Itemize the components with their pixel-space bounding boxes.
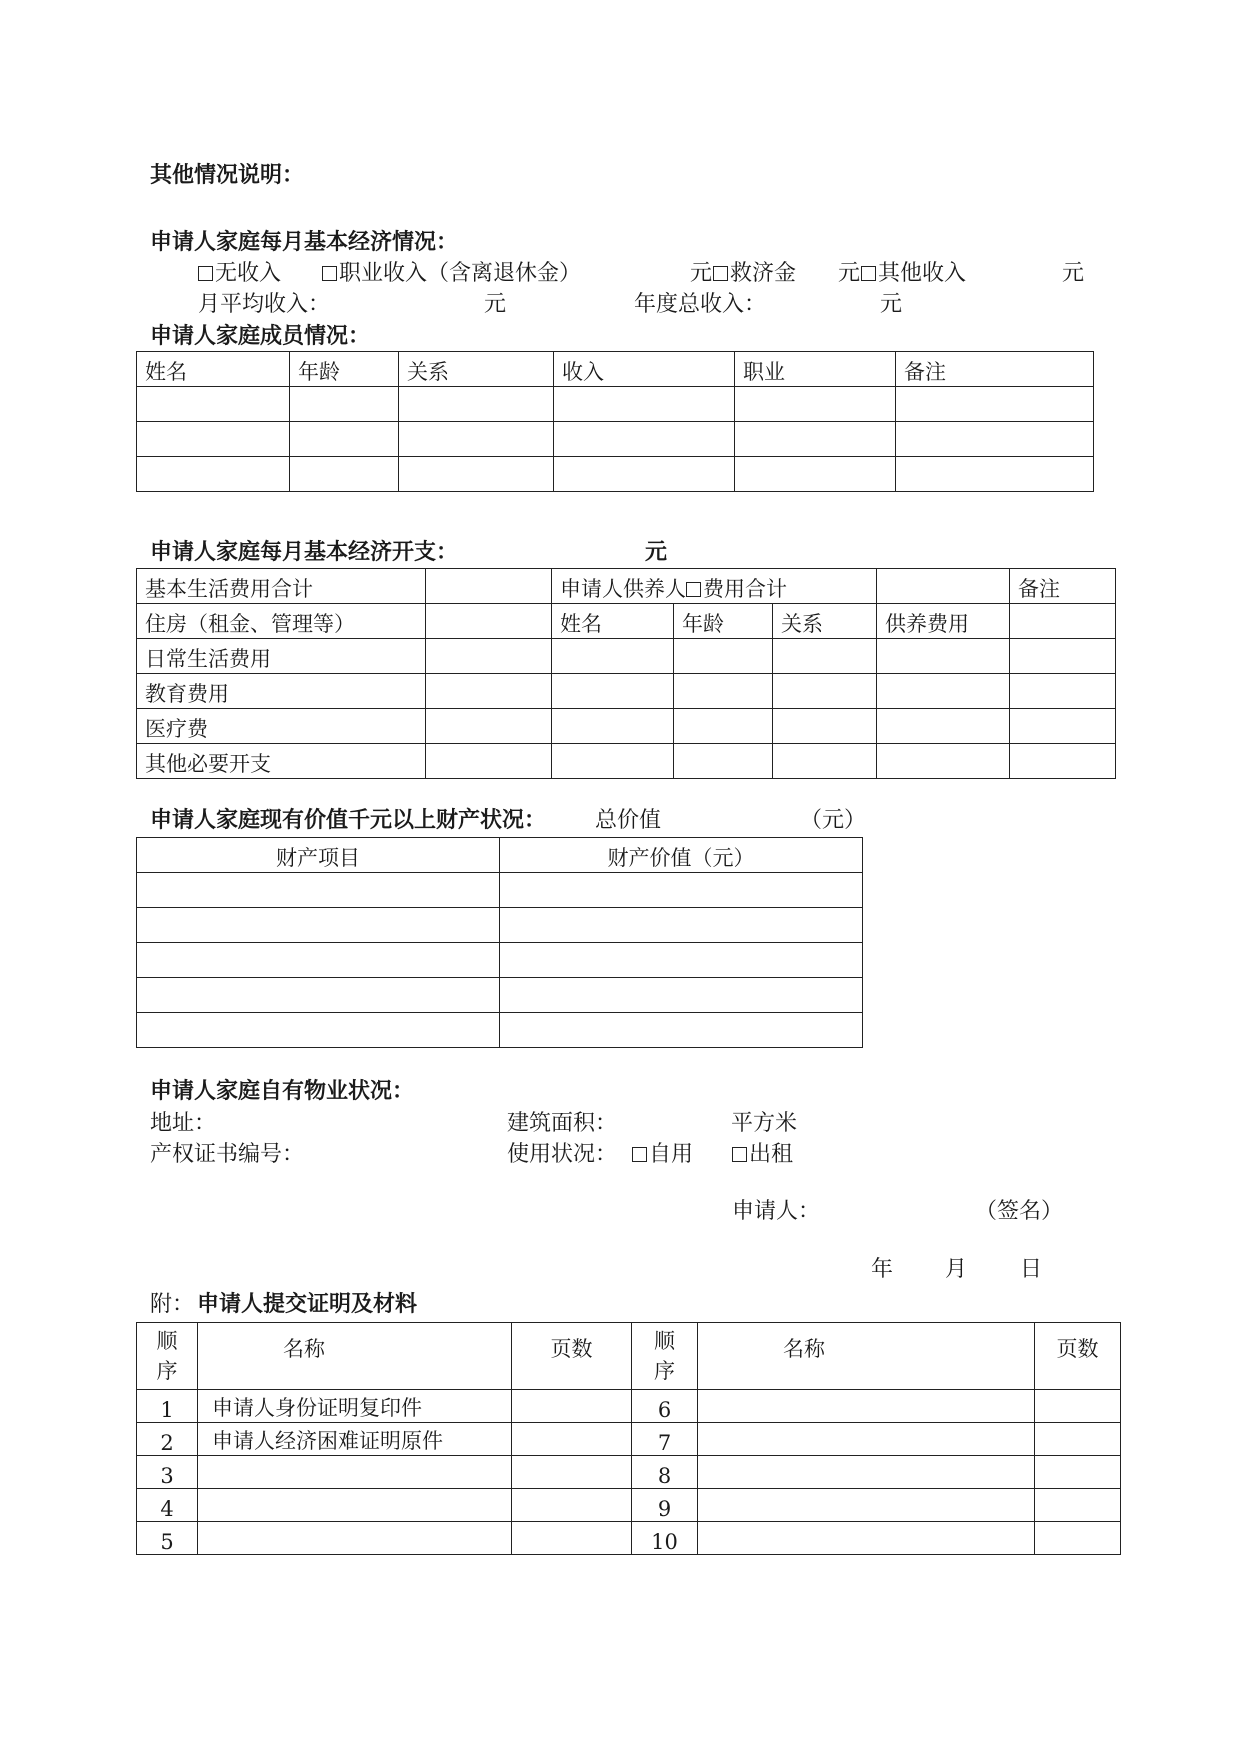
table-row <box>137 1423 1121 1456</box>
cell[interactable] <box>137 457 290 492</box>
day-label: 日 <box>1020 1257 1043 1282</box>
table-row <box>137 1456 1121 1489</box>
members-header-remarks: 备注 <box>896 352 1094 387</box>
annual-income-label: 年度总收入： <box>634 292 767 317</box>
rented-checkbox[interactable] <box>732 1147 747 1162</box>
cell[interactable] <box>552 709 674 744</box>
month-label: 月 <box>945 1257 968 1282</box>
order-cell: 10 <box>632 1522 698 1555</box>
cell[interactable] <box>735 387 896 422</box>
assets-total-label: 总价值 <box>595 808 662 833</box>
support-cost-header: 供养费用 <box>877 604 1010 639</box>
expenses-heading: 申请人家庭每月基本经济开支： <box>150 540 459 565</box>
name-header-left: 名称 <box>198 1323 512 1390</box>
assets-total-unit: （元） <box>800 808 867 833</box>
cell[interactable] <box>137 978 500 1013</box>
expenses-unit: 元 <box>645 540 668 565</box>
cell[interactable] <box>674 674 773 709</box>
table-row <box>137 387 1094 422</box>
annual-income-unit: 元 <box>880 292 903 317</box>
order-cell: 6 <box>632 1390 698 1423</box>
no-income-label: 无收入 <box>215 261 282 286</box>
housing-label: 住房（租金、管理等） <box>137 604 426 639</box>
cell[interactable] <box>426 569 552 604</box>
dependant-name-header: 姓名 <box>552 604 674 639</box>
cell[interactable] <box>735 422 896 457</box>
cell[interactable] <box>896 422 1094 457</box>
material-name-cell[interactable] <box>198 1489 512 1522</box>
cell[interactable] <box>674 709 773 744</box>
table-row <box>137 639 1116 674</box>
cell[interactable] <box>500 908 863 943</box>
cell[interactable] <box>426 639 552 674</box>
members-header-relation: 关系 <box>399 352 554 387</box>
cell[interactable] <box>500 1013 863 1048</box>
cell[interactable] <box>399 387 554 422</box>
education-label: 教育费用 <box>137 674 426 709</box>
other-income-option[interactable] <box>861 263 966 285</box>
members-heading: 申请人家庭成员情况： <box>150 324 371 349</box>
no-income-checkbox[interactable] <box>198 266 213 281</box>
job-income-checkbox[interactable] <box>322 266 337 281</box>
cell[interactable] <box>399 457 554 492</box>
cell[interactable] <box>552 744 674 779</box>
attachments-prefix: 附： <box>150 1292 195 1317</box>
cell[interactable] <box>1035 1522 1121 1555</box>
cell[interactable] <box>137 873 500 908</box>
area-label: 建筑面积： <box>507 1111 618 1136</box>
table-row <box>137 744 1116 779</box>
cell[interactable] <box>554 457 735 492</box>
cell[interactable] <box>512 1423 632 1456</box>
monthly-income-heading: 申请人家庭每月基本经济情况： <box>150 230 459 255</box>
basic-living-total-label: 基本生活费用合计 <box>137 569 426 604</box>
cell[interactable] <box>773 674 877 709</box>
cell[interactable] <box>512 1456 632 1489</box>
cell[interactable] <box>1035 1423 1121 1456</box>
dependant-age-header: 年龄 <box>674 604 773 639</box>
cell[interactable] <box>1010 674 1116 709</box>
table-row <box>137 709 1116 744</box>
cell[interactable] <box>1010 604 1116 639</box>
dependant-total-label <box>552 569 877 604</box>
cell[interactable] <box>426 709 552 744</box>
cell[interactable] <box>290 387 399 422</box>
self-use-option[interactable] <box>632 1144 693 1166</box>
year-label: 年 <box>871 1257 894 1282</box>
cell[interactable] <box>877 639 1010 674</box>
pages-header-left: 页数 <box>512 1323 632 1390</box>
cell[interactable] <box>698 1423 1035 1456</box>
attachments-heading: 申请人提交证明及材料 <box>197 1292 418 1317</box>
cell[interactable] <box>674 744 773 779</box>
cell[interactable] <box>674 639 773 674</box>
cell[interactable] <box>554 387 735 422</box>
cell[interactable] <box>426 674 552 709</box>
cell[interactable] <box>426 744 552 779</box>
cell[interactable] <box>773 639 877 674</box>
cell[interactable] <box>1010 639 1116 674</box>
self-use-checkbox[interactable] <box>632 1147 647 1162</box>
name-header-right: 名称 <box>698 1323 1035 1390</box>
cell[interactable] <box>1010 709 1116 744</box>
cell[interactable] <box>512 1522 632 1555</box>
order-cell: 1 <box>137 1390 198 1423</box>
table-row <box>137 1522 1121 1555</box>
cell[interactable] <box>552 674 674 709</box>
cell[interactable] <box>552 639 674 674</box>
rented-label: 出租 <box>749 1142 794 1167</box>
cell[interactable] <box>1010 744 1116 779</box>
other-income-checkbox[interactable] <box>861 266 876 281</box>
property-heading: 申请人家庭自有物业状况： <box>150 1079 415 1104</box>
job-income-unit: 元 <box>690 261 713 286</box>
table-row <box>137 604 1116 639</box>
cell[interactable] <box>698 1390 1035 1423</box>
other-income-label: 其他收入 <box>878 261 967 286</box>
assets-heading: 申请人家庭现有价值千元以上财产状况： <box>150 808 547 833</box>
avg-income-unit: 元 <box>484 292 507 317</box>
cell[interactable] <box>877 744 1010 779</box>
table-row <box>137 1489 1121 1522</box>
cell[interactable] <box>290 457 399 492</box>
dependant-relation-header: 关系 <box>773 604 877 639</box>
cell[interactable] <box>773 709 877 744</box>
cell[interactable] <box>500 978 863 1013</box>
assets-table <box>136 837 863 1048</box>
attachments-table <box>136 1322 1121 1555</box>
pages-header-right: 页数 <box>1035 1323 1121 1390</box>
other-expense-label: 其他必要开支 <box>137 744 426 779</box>
self-use-label: 自用 <box>649 1142 694 1167</box>
order-cell: 7 <box>632 1423 698 1456</box>
cell[interactable] <box>426 604 552 639</box>
avg-income-label: 月平均收入： <box>198 292 331 317</box>
cell[interactable] <box>512 1390 632 1423</box>
other-notes-label: 其他情况说明： <box>150 163 305 188</box>
job-income-option[interactable] <box>322 263 581 285</box>
members-header-job: 职业 <box>735 352 896 387</box>
material-name-cell: 申请人经济困难证明原件 <box>198 1423 512 1456</box>
relief-checkbox[interactable] <box>713 266 728 281</box>
order-cell: 4 <box>137 1489 198 1522</box>
asset-value-header: 财产价值（元） <box>500 838 863 873</box>
remarks-header: 备注 <box>1010 569 1116 604</box>
cell[interactable] <box>896 387 1094 422</box>
table-row <box>137 873 863 908</box>
table-row <box>137 908 863 943</box>
order-cell: 2 <box>137 1423 198 1456</box>
cell[interactable] <box>773 744 877 779</box>
relief-unit: 元 <box>838 261 861 286</box>
cell[interactable] <box>500 943 863 978</box>
order-header-right: 顺序 <box>632 1323 698 1390</box>
applicant-label: 申请人： <box>732 1199 821 1224</box>
job-income-label: 职业收入（含离退休金） <box>339 261 582 286</box>
order-cell: 9 <box>632 1489 698 1522</box>
members-table <box>136 351 1094 492</box>
address-label: 地址： <box>150 1111 217 1136</box>
cell[interactable] <box>290 422 399 457</box>
cell[interactable] <box>1035 1456 1121 1489</box>
table-row <box>137 422 1094 457</box>
order-cell: 3 <box>137 1456 198 1489</box>
table-row <box>137 457 1094 492</box>
cell[interactable] <box>137 387 290 422</box>
cell[interactable] <box>512 1489 632 1522</box>
cost-total-label: 费用合计 <box>703 577 787 601</box>
cell[interactable] <box>137 908 500 943</box>
cell[interactable] <box>698 1456 1035 1489</box>
no-income-option[interactable] <box>198 263 281 285</box>
cell[interactable] <box>896 457 1094 492</box>
dependant-checkbox[interactable] <box>686 582 701 597</box>
cell[interactable] <box>698 1489 1035 1522</box>
table-row <box>137 978 863 1013</box>
relief-label: 救济金 <box>730 261 797 286</box>
members-header-income: 收入 <box>554 352 735 387</box>
material-name-cell: 申请人身份证明复印件 <box>198 1390 512 1423</box>
table-row <box>137 1390 1121 1423</box>
table-row <box>137 569 1116 604</box>
table-row <box>137 943 863 978</box>
cert-number-label: 产权证书编号： <box>150 1142 305 1167</box>
expenses-table <box>136 568 1116 779</box>
area-unit: 平方米 <box>731 1111 798 1136</box>
members-header-name: 姓名 <box>137 352 290 387</box>
usage-label: 使用状况： <box>507 1142 618 1167</box>
material-name-cell[interactable] <box>198 1456 512 1489</box>
asset-item-header: 财产项目 <box>137 838 500 873</box>
order-cell: 5 <box>137 1522 198 1555</box>
order-cell: 8 <box>632 1456 698 1489</box>
relief-option[interactable] <box>713 263 796 285</box>
cell[interactable] <box>877 709 1010 744</box>
cell[interactable] <box>1035 1390 1121 1423</box>
cell[interactable] <box>877 674 1010 709</box>
members-header-row <box>137 352 1094 387</box>
signature-label: （签名） <box>975 1199 1064 1224</box>
cell[interactable] <box>500 873 863 908</box>
rented-option[interactable] <box>732 1144 793 1166</box>
material-name-cell[interactable] <box>198 1522 512 1555</box>
attachments-header-row <box>137 1323 1121 1390</box>
assets-header-row <box>137 838 863 873</box>
cell[interactable] <box>698 1522 1035 1555</box>
table-row <box>137 1013 863 1048</box>
cell[interactable] <box>399 422 554 457</box>
cell[interactable] <box>554 422 735 457</box>
cell[interactable] <box>877 569 1010 604</box>
cell[interactable] <box>137 422 290 457</box>
other-income-unit: 元 <box>1062 261 1085 286</box>
order-header-left: 顺序 <box>137 1323 198 1390</box>
medical-label: 医疗费 <box>137 709 426 744</box>
cell[interactable] <box>137 943 500 978</box>
cell[interactable] <box>735 457 896 492</box>
members-header-age: 年龄 <box>290 352 399 387</box>
daily-living-label: 日常生活费用 <box>137 639 426 674</box>
dependant-label: 申请人供养人 <box>560 577 686 601</box>
cell[interactable] <box>1035 1489 1121 1522</box>
cell[interactable] <box>137 1013 500 1048</box>
table-row <box>137 674 1116 709</box>
